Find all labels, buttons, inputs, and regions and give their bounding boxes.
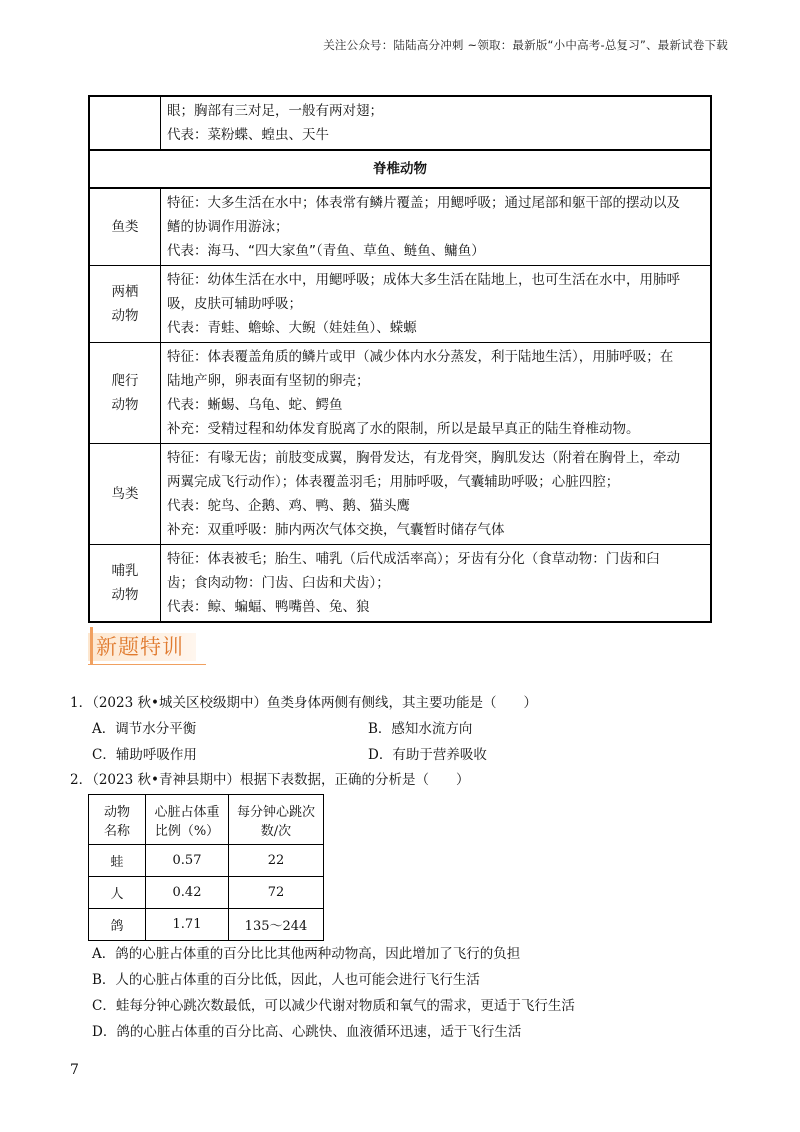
category-cell	[89, 96, 161, 150]
header-label: 比例（%）	[154, 823, 220, 839]
desc-line: 特征：幼体生活在水中，用鳃呼吸；成体大多生活在陆地上，也可生活在水中，用肺呼	[167, 272, 680, 288]
section-banner	[88, 627, 206, 665]
section-title: 脊椎动物	[89, 150, 711, 188]
table-row	[89, 545, 711, 623]
desc-line: 陆地产卵，卵表面有坚韧的卵壳；	[167, 373, 370, 389]
header-cell	[89, 795, 146, 845]
table-row	[89, 877, 324, 909]
table-cell: 人	[89, 877, 146, 909]
table-cell: 135～244	[229, 909, 324, 941]
table-row	[89, 845, 324, 877]
question-2-data-table	[88, 794, 324, 941]
question-1-option-b: B．感知水流方向	[368, 721, 473, 737]
table-cell: 1.71	[146, 909, 229, 941]
category-label: 爬行	[111, 373, 139, 389]
header-label: 每分钟心跳次	[236, 804, 315, 820]
question-2-option-a: A．鸽的心脏占体重的百分比比其他两种动物高，因此增加了飞行的负担	[92, 946, 521, 962]
table-row	[89, 266, 711, 343]
desc-line: 代表：蜥蜴、乌龟、蛇、鳄鱼	[167, 397, 343, 413]
description-cell	[161, 266, 712, 343]
banner-title: 新题特训	[96, 635, 184, 659]
desc-line: 补充：双重呼吸：肺内两次气体交换，气囊暂时储存气体	[167, 522, 505, 538]
desc-line: 特征：有喙无齿；前肢变成翼，胸骨发达，有龙骨突，胸肌发达（附着在胸骨上，牵动	[167, 450, 680, 466]
question-2-option-d: D．鸽的心脏占体重的百分比高、心跳快、血液循环迅速，适于飞行生活	[92, 1024, 522, 1040]
description-cell	[161, 444, 712, 545]
description-cell	[161, 96, 712, 150]
description-cell	[161, 188, 712, 266]
header-cell	[146, 795, 229, 845]
header-cell	[229, 795, 324, 845]
header-note: 关注公众号：陆陆高分冲刺 ~领取：最新版“小中高考-总复习”、最新试卷下载	[323, 38, 728, 52]
category-cell	[89, 444, 161, 545]
page-number: 7	[70, 1062, 79, 1078]
desc-line: 齿；食肉动物：门齿、臼齿和犬齿）；	[167, 575, 390, 591]
banner-underline	[88, 664, 206, 665]
question-1-option-a: A．调节水分平衡	[92, 721, 197, 737]
category-cell	[89, 545, 161, 623]
table-row	[89, 444, 711, 545]
desc-line: 代表：海马、“四大家鱼”（青鱼、草鱼、鲢鱼、鳙鱼）	[167, 243, 485, 259]
table-row	[89, 909, 324, 941]
table-header-row	[89, 795, 324, 845]
section-row	[89, 150, 711, 188]
question-1-option-d: D．有助于营养吸收	[368, 747, 487, 763]
header-label: 数/次	[260, 823, 292, 839]
table-cell: 0.57	[146, 845, 229, 877]
desc-line: 补充：受精过程和幼体发育脱离了水的限制，所以是最早真正的陆生脊椎动物。	[167, 421, 640, 437]
desc-line: 特征：体表被毛；胎生、哺乳（后代成活率高）；牙齿有分化（食草动物：门齿和臼	[167, 551, 660, 567]
table-row	[89, 96, 711, 150]
header-label: 名称	[103, 823, 130, 839]
category-label: 鸟类	[111, 486, 139, 502]
question-2-option-c: C．蛙每分钟心跳次数最低，可以减少代谢对物质和氧气的需求，更适于飞行生活	[92, 998, 575, 1014]
desc-line: 代表：鲸、蝙蝠、鸭嘴兽、兔、狼	[167, 599, 370, 615]
table-row	[89, 343, 711, 444]
category-label: 鱼类	[111, 219, 139, 235]
category-cell	[89, 343, 161, 444]
category-label: 动物	[111, 308, 139, 324]
animal-classification-table	[88, 95, 712, 623]
category-cell	[89, 188, 161, 266]
desc-line: 代表：青蛙、蟾蜍、大鲵（娃娃鱼）、蝾螈	[167, 320, 417, 336]
description-cell	[161, 545, 712, 623]
desc-line: 特征：体表覆盖角质的鳞片或甲（减少体内水分蒸发，利于陆地生活），用肺呼吸；在	[167, 349, 674, 365]
category-cell	[89, 266, 161, 343]
table-cell: 0.42	[146, 877, 229, 909]
category-label: 动物	[111, 587, 139, 603]
desc-line: 眼；胸部有三对足，一般有两对翅；	[167, 103, 383, 119]
question-2-stem: 2．（2023 秋•青神县期中）根据下表数据，正确的分析是（ ）	[70, 772, 470, 788]
category-label: 两栖	[111, 284, 139, 300]
question-1-option-c: C．辅助呼吸作用	[92, 747, 197, 763]
header-label: 动物	[103, 804, 130, 820]
question-1-stem: 1．（2023 秋•城关区校级期中）鱼类身体两侧有侧线，其主要功能是（ ）	[70, 695, 537, 711]
category-label: 哺乳	[111, 563, 139, 579]
header-label: 心脏占体重	[154, 804, 220, 820]
desc-line: 鳍的协调作用游泳；	[167, 219, 289, 235]
table-row	[89, 188, 711, 266]
table-cell: 72	[229, 877, 324, 909]
table-cell: 蛙	[89, 845, 146, 877]
desc-line: 代表：鸵鸟、企鹅、鸡、鸭、鹅、猫头鹰	[167, 498, 410, 514]
desc-line: 代表：菜粉蝶、蝗虫、天牛	[167, 127, 329, 143]
description-cell	[161, 343, 712, 444]
category-label: 动物	[111, 397, 139, 413]
desc-line: 吸，皮肤可辅助呼吸；	[167, 296, 302, 312]
question-2-option-b: B．人的心脏占体重的百分比低，因此，人也可能会进行飞行生活	[92, 972, 480, 988]
table-cell: 22	[229, 845, 324, 877]
banner-accent-bar	[90, 627, 93, 665]
table-cell: 鸽	[89, 909, 146, 941]
desc-line: 两翼完成飞行动作）；体表覆盖羽毛；用肺呼吸，气囊辅助呼吸；心脏四腔；	[167, 474, 620, 490]
desc-line: 特征：大多生活在水中；体表常有鳞片覆盖；用鳃呼吸；通过尾部和躯干部的摆动以及	[167, 195, 680, 211]
